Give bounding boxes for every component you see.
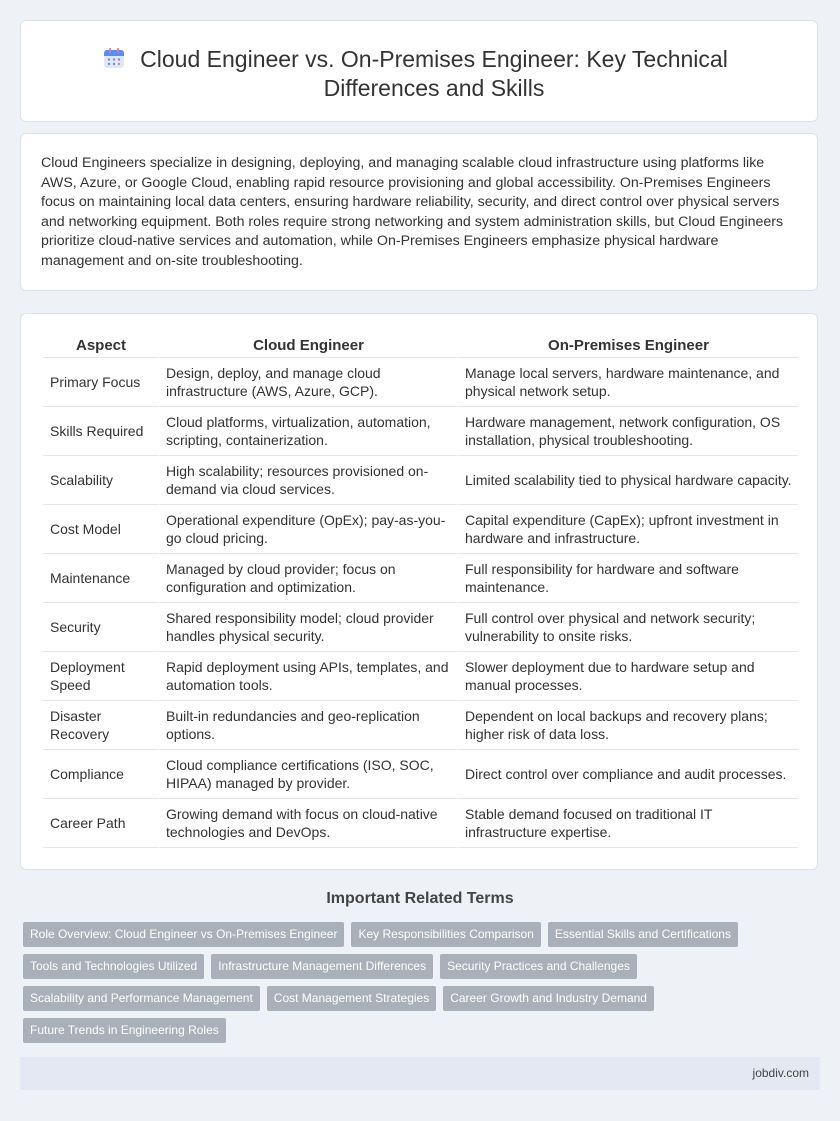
cloud-cell: Managed by cloud provider; focus on configuration and optimization. bbox=[158, 553, 457, 602]
tag-row bbox=[23, 922, 813, 947]
onprem-cell: Stable demand focused on traditional IT infrastructure expertise. bbox=[457, 798, 798, 848]
onprem-cell: Direct control over compliance and audit processes. bbox=[457, 749, 798, 798]
title-card bbox=[20, 20, 818, 122]
table-row bbox=[42, 455, 798, 504]
aspect-cell: Skills Required bbox=[42, 406, 158, 455]
onprem-cell: Hardware management, network configuration, OS installation, physical troubleshooting. bbox=[457, 406, 798, 455]
aspect-cell: Scalability bbox=[42, 455, 158, 504]
cloud-cell: Growing demand with focus on cloud-native technologies and DevOps. bbox=[158, 798, 457, 848]
comparison-table bbox=[42, 334, 798, 848]
footer bbox=[20, 1057, 820, 1090]
cloud-cell: Shared responsibility model; cloud provider handles physical security. bbox=[158, 602, 457, 651]
aspect-cell: Maintenance bbox=[42, 553, 158, 602]
related-term-tag[interactable]: Infrastructure Management Differences bbox=[211, 954, 433, 979]
table-row bbox=[42, 602, 798, 651]
related-term-tag[interactable]: Key Responsibilities Comparison bbox=[351, 922, 540, 947]
onprem-cell: Capital expenditure (CapEx); upfront investment in hardware and infrastructure. bbox=[457, 504, 798, 553]
tag-row bbox=[23, 986, 813, 1011]
onprem-cell: Manage local servers, hardware maintenance, and physical network setup. bbox=[457, 357, 798, 406]
cloud-cell: High scalability; resources provisioned on-demand via cloud services. bbox=[158, 455, 457, 504]
table-row bbox=[42, 700, 798, 749]
related-terms-title: Important Related Terms bbox=[326, 890, 514, 907]
cloud-cell: Built-in redundancies and geo-replication options. bbox=[158, 700, 457, 749]
table-row bbox=[42, 504, 798, 553]
column-header-aspect: Aspect bbox=[75, 336, 127, 354]
page-title: Cloud Engineer vs. On-Premises Engineer: Key Technical Differences and Skills bbox=[140, 46, 728, 101]
aspect-cell: Cost Model bbox=[42, 504, 158, 553]
aspect-cell: Disaster Recovery bbox=[42, 700, 158, 749]
related-term-tag[interactable]: Essential Skills and Certifications bbox=[548, 922, 738, 947]
table-row bbox=[42, 749, 798, 798]
column-header-cloud-engineer: Cloud Engineer bbox=[253, 336, 364, 354]
aspect-cell: Career Path bbox=[42, 798, 158, 848]
related-term-tag[interactable]: Future Trends in Engineering Roles bbox=[23, 1018, 226, 1043]
cloud-cell: Operational expenditure (OpEx); pay-as-you-go cloud pricing. bbox=[158, 504, 457, 553]
intro-text: Cloud Engineers specialize in designing, deploying, and managing scalable cloud infrastructure using platforms like AWS, Azure, or Google Cloud, enabling rapid resource provisioning and global accessibility. On-Premises Engineers focus on maintaining local data centers, ensuring hardware reliability, security, and direct control over physical servers and networking equipment. Both roles require strong networking and system administration skills, but Cloud Engineers prioritize cloud-native services and automation, while On-Premises Engineers emphasize physical hardware management and on-site troubleshooting. bbox=[41, 155, 784, 269]
onprem-cell: Full responsibility for hardware and software maintenance. bbox=[457, 553, 798, 602]
cloud-cell: Rapid deployment using APIs, templates, and automation tools. bbox=[158, 651, 457, 700]
aspect-cell: Security bbox=[42, 602, 158, 651]
onprem-cell: Slower deployment due to hardware setup and manual processes. bbox=[457, 651, 798, 700]
related-term-tag[interactable]: Role Overview: Cloud Engineer vs On-Premises Engineer bbox=[23, 922, 344, 947]
related-term-tag[interactable]: Scalability and Performance Management bbox=[23, 986, 260, 1011]
related-term-tag[interactable]: Security Practices and Challenges bbox=[440, 954, 637, 979]
onprem-cell: Limited scalability tied to physical hardware capacity. bbox=[457, 455, 798, 504]
footer-site-link[interactable]: jobdiv.com bbox=[752, 1066, 809, 1080]
table-header-row bbox=[42, 334, 798, 357]
intro-card bbox=[20, 133, 818, 291]
table-row bbox=[42, 406, 798, 455]
aspect-cell: Deployment Speed bbox=[42, 651, 158, 700]
comparison-table-card bbox=[20, 313, 818, 870]
table-row bbox=[42, 553, 798, 602]
table-row bbox=[42, 357, 798, 406]
table-row bbox=[42, 798, 798, 848]
related-term-tag[interactable]: Tools and Technologies Utilized bbox=[23, 954, 204, 979]
onprem-cell: Full control over physical and network security; vulnerability to onsite risks. bbox=[457, 602, 798, 651]
cloud-cell: Cloud compliance certifications (ISO, SOC, HIPAA) managed by provider. bbox=[158, 749, 457, 798]
aspect-cell: Compliance bbox=[42, 749, 158, 798]
tag-row bbox=[23, 954, 813, 979]
tag-row bbox=[23, 1018, 813, 1043]
aspect-cell: Primary Focus bbox=[42, 357, 158, 406]
column-header-on-premises-engineer: On-Premises Engineer bbox=[548, 336, 709, 354]
related-term-tag[interactable]: Career Growth and Industry Demand bbox=[443, 986, 654, 1011]
related-terms-tags bbox=[23, 922, 813, 1050]
cloud-cell: Design, deploy, and manage cloud infrastructure (AWS, Azure, GCP). bbox=[158, 357, 457, 406]
onprem-cell: Dependent on local backups and recovery plans; higher risk of data loss. bbox=[457, 700, 798, 749]
related-term-tag[interactable]: Cost Management Strategies bbox=[267, 986, 436, 1011]
cloud-cell: Cloud platforms, virtualization, automation, scripting, containerization. bbox=[158, 406, 457, 455]
table-row bbox=[42, 651, 798, 700]
